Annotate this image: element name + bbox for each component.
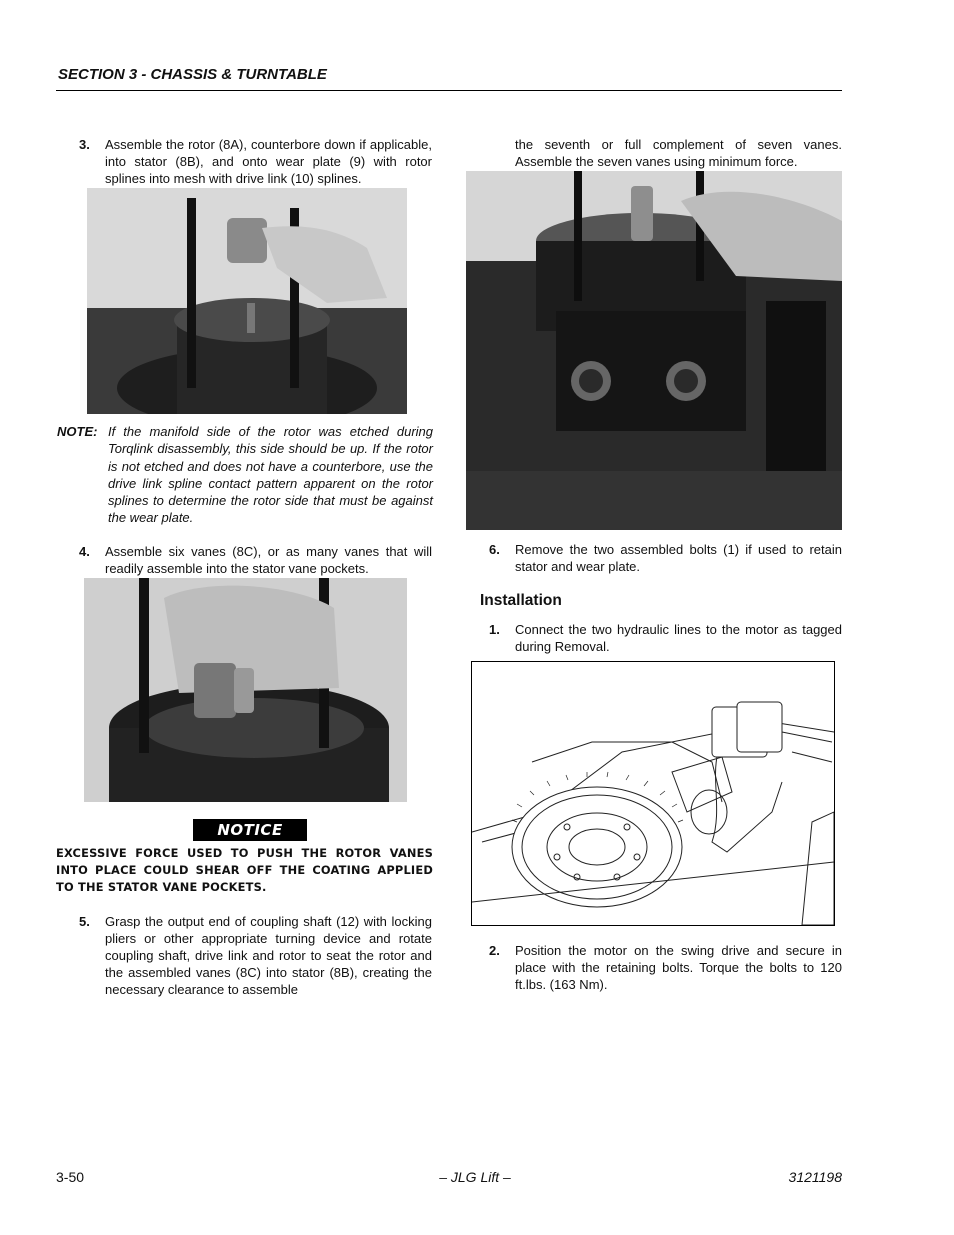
- step-text: Position the motor on the swing drive and secure in place with the retaining bolts. Torque the bolts to 120 ft.lbs. (163 Nm).: [515, 943, 842, 992]
- note: [57, 423, 433, 527]
- vane-assembly-photo: [84, 578, 407, 802]
- rotor-assembly-photo: [87, 188, 407, 414]
- note-label: NOTE:: [57, 424, 98, 439]
- installation-step-2: [489, 942, 842, 993]
- step-text: Grasp the output end of coupling shaft (12) with locking pliers or other appropriate turning device and rotate coupling shaft, drive link and rotor to seat the rotor and the assembled vanes (8C) into stator (8B), creating the necessary clearance to assemble: [105, 914, 432, 997]
- footer-center: – JLG Lift –: [439, 1169, 511, 1185]
- step-text: Assemble the rotor (8A), counterbore down if applicable, into stator (8B), and onto wear plate (9) with rotor splines into mesh with drive link (10) splines.: [105, 137, 432, 186]
- step-text: Connect the two hydraulic lines to the motor as tagged during Removal.: [515, 622, 842, 654]
- installation-heading: Installation: [480, 592, 562, 609]
- notice-badge: NOTICE: [193, 819, 307, 841]
- step-number: 5.: [79, 914, 90, 929]
- step-3: [79, 136, 432, 187]
- doc-number: 3121198: [788, 1169, 842, 1185]
- step-5: [79, 913, 432, 998]
- step-number: 3.: [79, 137, 90, 152]
- step-text: Remove the two assembled bolts (1) if used to retain stator and wear plate.: [515, 542, 842, 574]
- swing-drive-diagram: [471, 661, 835, 926]
- step-6: [489, 541, 842, 575]
- step-4: [79, 543, 432, 577]
- page-number: 3-50: [56, 1169, 85, 1185]
- seven-vanes-photo: [466, 171, 842, 530]
- step-number: 1.: [489, 622, 500, 637]
- step-number: 6.: [489, 542, 500, 557]
- step-number: 4.: [79, 544, 90, 559]
- section-title: SECTION 3 - CHASSIS & TURNTABLE: [58, 66, 327, 83]
- step-number: 2.: [489, 943, 500, 958]
- note-text: If the manifold side of the rotor was etched during Torqlink disassembly, this side should be up. If the rotor is not etched and does not have a counterbore, use the drive link spline contact pattern apparent on the rotor splines to determine the rotor side that must be against the wear plate.: [108, 424, 433, 526]
- notice-text: EXCESSIVE FORCE USED TO PUSH THE ROTOR VANES INTO PLACE COULD SHEAR OFF THE COATING APPLIED TO THE STATOR VANE POCKETS.: [56, 846, 433, 894]
- step-5-continued: the seventh or full complement of seven vanes. Assemble the seven vanes using minimum force.: [515, 137, 842, 169]
- header-rule: [56, 90, 842, 91]
- step-text: Assemble six vanes (8C), or as many vanes that will readily assemble into the stator vane pockets.: [105, 544, 432, 576]
- installation-step-1: [489, 621, 842, 655]
